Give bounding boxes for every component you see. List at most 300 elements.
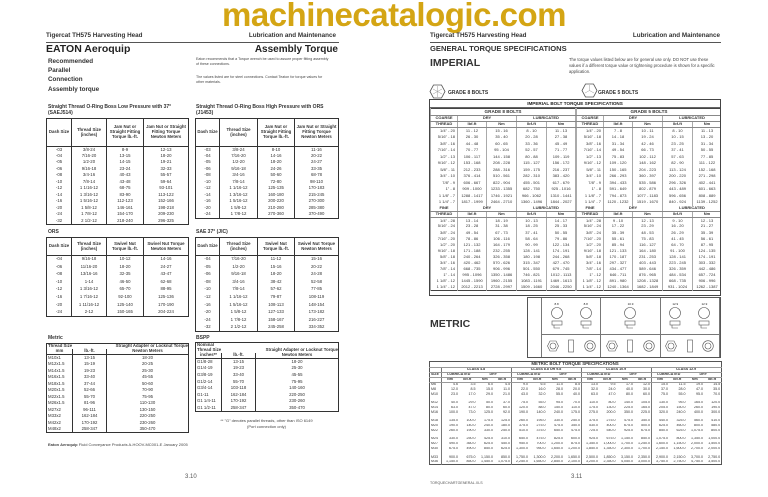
- table-cell: 7/16" - 20: [431, 236, 458, 242]
- table-cell: 1083 - 1191: [517, 278, 547, 284]
- dry-header: DRY: [687, 373, 722, 378]
- table-cell: 625.0: [501, 446, 510, 451]
- table-cell: 112-123: [107, 199, 144, 206]
- table-cell: 240.0: [676, 410, 686, 414]
- table-row: [196, 324, 339, 332]
- table-cell: 2,250.0: [512, 460, 530, 465]
- table-cell: 75-95: [107, 394, 189, 401]
- table-cell: 75.0: [512, 401, 530, 406]
- grade5-table: [576, 108, 721, 291]
- table-cell: 601 - 663: [693, 186, 722, 193]
- sae37-label: SAE 37° (JIC): [196, 229, 228, 235]
- table-cell: 106 - 116: [487, 236, 517, 242]
- nut-icon: [702, 340, 714, 352]
- table-cell: 171 - 188: [458, 248, 487, 254]
- nut-side-icon: [568, 339, 574, 353]
- table-cell: 1208 - 1328: [633, 278, 663, 284]
- table-row: [47, 426, 189, 433]
- intro-text-1: Eaton recommends that a Torque wrench be used to assure proper fitting assembly of these connections.: [196, 57, 329, 66]
- table-cell: 5/16" - 18: [431, 134, 458, 141]
- table-cell: 19-23: [73, 368, 107, 375]
- table-cell: 1360 - 1496: [517, 199, 547, 206]
- table-cell: 2046 - 2250: [547, 285, 576, 291]
- table-cell: M20: [431, 423, 438, 428]
- table-cell: 2,300.0: [621, 446, 633, 451]
- table-row: [47, 309, 189, 317]
- unit-header: Nm: [633, 122, 663, 128]
- column-header: Swivel Nut Torque lb.-ft.: [258, 238, 295, 256]
- table-cell: 625.0: [652, 424, 670, 429]
- table-cell: 72-80: [258, 179, 295, 186]
- table-cell: 1 1/16-12: [220, 293, 258, 301]
- table-row: [196, 316, 339, 324]
- table-cell: M27: [431, 441, 438, 446]
- table-cell: 124 - 135: [693, 248, 722, 254]
- table-row: [196, 399, 339, 406]
- dry-header: DRY: [617, 373, 652, 378]
- table-row: [430, 447, 722, 452]
- sae37-table: [195, 237, 339, 332]
- column-header: Thread Size (inches): [72, 119, 107, 147]
- table-row: [196, 256, 339, 264]
- table-row: [47, 286, 189, 294]
- table-cell: 25-30: [256, 366, 339, 373]
- table-cell: 2 1/2-12: [220, 324, 258, 332]
- table-cell: 144 - 158: [487, 154, 517, 161]
- table-cell: 200-220: [258, 199, 295, 206]
- unit-header: Nm: [617, 378, 635, 383]
- table-cell: 3,150.0: [621, 455, 633, 459]
- table-cell: 64 - 70: [663, 242, 693, 248]
- table-cell: 14-16: [258, 153, 295, 160]
- table-cell: 375.0: [536, 428, 546, 433]
- table-cell: 9/16-18: [220, 166, 258, 173]
- table-cell: 800.0: [694, 423, 703, 428]
- table-cell: 110.0: [582, 401, 600, 406]
- table-cell: 275.0: [582, 410, 600, 415]
- table-cell: 746 - 821: [517, 272, 547, 278]
- table-cell: 1 5/8-12: [72, 205, 107, 212]
- table-cell: M6: [431, 382, 436, 387]
- nut-side-icon: [687, 339, 693, 353]
- table-cell: 350-470: [107, 426, 189, 433]
- table-cell: 1,000.0: [708, 437, 721, 441]
- table-cell: 11 - 12: [458, 128, 487, 135]
- table-cell: 109 - 119: [547, 154, 576, 161]
- table-cell: 275.0: [536, 423, 546, 428]
- table-cell: 80.0: [626, 392, 633, 396]
- table-cell: 510.0: [512, 429, 530, 434]
- table-cell: 475.0: [571, 428, 580, 433]
- metric-bolt-table: [429, 361, 722, 465]
- table-cell: 1,075.0: [498, 460, 510, 464]
- table-cell: 1,000.0: [603, 441, 616, 446]
- table-cell: 121 - 133: [604, 248, 633, 254]
- table-cell: 148 - 162: [633, 160, 663, 167]
- table-cell: 1,850.0: [582, 447, 600, 452]
- table-cell: -04: [196, 256, 220, 264]
- table-cell: 175.0: [582, 406, 600, 411]
- subtitle-line: Recommended: [48, 58, 94, 65]
- table-cell: -06: [47, 166, 72, 173]
- unit-header: Nm: [442, 378, 460, 383]
- table-cell: 296-325: [144, 218, 189, 225]
- metric-title: METRIC: [430, 318, 471, 330]
- table-cell: -10: [196, 179, 220, 186]
- table-cell: 210-280: [258, 205, 295, 212]
- table-cell: 1,500.0: [708, 441, 721, 446]
- table-cell: 540.0: [606, 428, 616, 433]
- class-header: CLASS 4.8: [442, 368, 512, 373]
- table-cell: 49 - 54: [604, 147, 633, 154]
- table-cell: 490.0: [466, 446, 476, 451]
- column-header: Newton Meters: [107, 349, 189, 355]
- unit-header: lbf-ft: [634, 378, 652, 383]
- table-cell: 7/8" - 14: [431, 266, 458, 272]
- table-cell: 71 - 77: [547, 147, 576, 154]
- table-cell: 11/16-20: [72, 263, 107, 271]
- table-cell: 1" - 8: [577, 186, 604, 193]
- table-cell: 15 - 16: [487, 128, 517, 135]
- table-cell: 6.5: [540, 382, 546, 387]
- table-cell: 164 - 179: [487, 242, 517, 248]
- table-cell: 67 - 73: [487, 230, 517, 236]
- table-cell: 55.0: [678, 392, 686, 396]
- high-pressure-table: [195, 118, 339, 219]
- bolt-head-icon: [550, 302, 564, 330]
- table-cell: 63.0: [442, 406, 460, 411]
- table-cell: 130-150: [107, 407, 189, 414]
- table-cell: 100.0: [442, 410, 460, 415]
- table-cell: 425.0: [484, 437, 493, 441]
- table-cell: 25 - 33: [547, 224, 576, 230]
- table-cell: M10: [431, 392, 438, 396]
- table-cell: 8-10: [258, 147, 295, 154]
- table-cell: 18 - 25: [517, 224, 547, 230]
- table-cell: 23.0: [442, 392, 460, 397]
- table-cell: 125.0: [501, 418, 510, 423]
- nut-icon: [547, 340, 559, 352]
- table-cell: 70-90: [107, 387, 189, 394]
- table-cell: 198-218: [144, 205, 189, 212]
- table-cell: 230-260: [107, 420, 189, 427]
- table-cell: 15-16: [258, 263, 295, 271]
- table-cell: 11 - 13: [693, 128, 722, 135]
- table-cell: 260.0: [512, 419, 530, 424]
- table-cell: 3/4" - 16: [431, 260, 458, 266]
- table-cell: 28.0: [678, 387, 686, 391]
- table-cell: 906 - 996: [693, 278, 722, 284]
- table-cell: 1746 - 1921: [487, 193, 517, 200]
- table-cell: 190.0: [442, 424, 460, 429]
- header-label: Straight Adapter or Locknut Torque: [265, 346, 339, 352]
- table-cell: 209-230: [144, 212, 189, 219]
- table-cell: -12: [47, 186, 72, 193]
- low-pressure-label: Straight Thread O-Ring Boss Low Pressure with 37° (SAEJ514): [48, 104, 172, 116]
- table-cell: 215-245: [295, 192, 339, 199]
- subtitle-line: Parallel: [48, 67, 71, 75]
- column-header: Thread Size (inches): [220, 238, 258, 256]
- unit-header: Nm: [693, 122, 722, 128]
- table-cell: 43.0: [512, 392, 530, 397]
- table-cell: 78 - 86: [458, 236, 487, 242]
- table-cell: 122 - 134: [547, 242, 576, 248]
- table-cell: M26x1.5: [47, 400, 73, 407]
- table-cell: 16.0: [538, 387, 546, 391]
- table-cell: 11.0: [556, 382, 563, 387]
- table-cell: 31 - 34: [604, 141, 633, 148]
- unit-header: lbf-ft: [517, 122, 547, 128]
- table-cell: 24-27: [295, 160, 339, 167]
- table-cell: 55.0: [556, 392, 563, 396]
- table-cell: 121 - 132: [458, 242, 487, 248]
- table-cell: 1 5/8-12: [220, 205, 258, 212]
- class-header: CLASS 8.8 OR 9.8: [512, 368, 582, 373]
- table-cell: -10: [47, 179, 72, 186]
- table-cell: 11 - 13: [547, 128, 576, 135]
- table-cell: 225.0: [641, 410, 650, 414]
- table-cell: M14x1.5: [47, 368, 73, 375]
- table-row: [196, 263, 339, 271]
- table-cell: 891 - 980: [604, 278, 633, 284]
- grade8-bolt-head-icon: [429, 84, 446, 99]
- bolt-class-mark: 12.9: [672, 302, 679, 306]
- table-cell: 83-90: [107, 192, 144, 199]
- table-cell: 1,300.0: [533, 455, 546, 459]
- unit-header: lbf-ft: [564, 378, 582, 383]
- table-cell: 16 - 20: [663, 224, 693, 230]
- table-cell: 240.0: [484, 423, 493, 428]
- table-cell: 50 - 55: [693, 147, 722, 154]
- footnote-line: ** "G" denotes parallel threads, other than ISO 6149: [220, 418, 313, 423]
- table-cell: 111 - 122: [693, 160, 722, 167]
- table-cell: M27x2: [47, 407, 73, 414]
- column-header: Dash Size: [47, 119, 72, 147]
- table-row: [430, 460, 722, 465]
- table-cell: 3,500.0: [708, 460, 721, 464]
- table-cell: 995 - 1096: [458, 272, 487, 278]
- table-cell: 535 - 586: [633, 180, 663, 187]
- table-cell: 2,100.0: [568, 460, 580, 464]
- table-cell: 296 - 326: [663, 180, 693, 187]
- table-cell: 3/8" - 16: [431, 141, 458, 148]
- table-cell: 212 - 233: [458, 167, 487, 174]
- header-label: Nominal: [197, 342, 214, 347]
- table-cell: 315 - 347: [517, 260, 547, 266]
- column-header: Jam Nut or Straight Fitting Torque Newton Meters: [295, 119, 339, 147]
- table-cell: 490.0: [442, 442, 460, 447]
- table-cell: 2,700.0: [691, 446, 703, 451]
- table-cell: 125.0: [484, 410, 493, 414]
- table-cell: 128 - 141: [663, 254, 693, 260]
- unit-header: Nm: [633, 212, 663, 218]
- table-cell: 258-347: [222, 405, 256, 412]
- table-cell: 580.0: [711, 423, 721, 428]
- table-cell: 455 - 501: [517, 180, 547, 187]
- table-cell: 38-42: [258, 278, 295, 286]
- metric-table-title: METRIC BOLT TORQUE SPECIFICATIONS: [430, 362, 722, 368]
- table-cell: 1/4" - 28: [431, 218, 458, 224]
- unit-header: lbf-ft: [529, 378, 547, 383]
- table-cell: 931 - 1024: [663, 285, 693, 291]
- table-cell: 19-23: [222, 366, 256, 373]
- table-cell: 1 1/16-12: [72, 186, 107, 193]
- ors-label: ORS: [48, 229, 59, 235]
- table-cell: 1" - 12: [577, 272, 604, 278]
- table-cell: 4.6: [442, 383, 460, 388]
- table-cell: 244 - 268: [547, 254, 576, 260]
- grade5-bolt-head-icon: [581, 83, 598, 98]
- table-cell: 950.0: [512, 442, 530, 447]
- imperial-title: IMPERIAL: [430, 57, 481, 69]
- table-cell: G1-11: [196, 392, 222, 399]
- table-cell: 52-66: [73, 387, 107, 394]
- table-cell: 128 - 141: [517, 248, 547, 254]
- table-cell: 75 - 83: [633, 236, 663, 242]
- table-cell: 1,150.0: [621, 437, 633, 441]
- table-cell: 96-111: [73, 407, 107, 414]
- bolt-head-icon: [668, 302, 682, 330]
- table-cell: 383 - 420: [547, 173, 576, 180]
- nut-side-icon: [627, 339, 633, 353]
- table-cell: 625.0: [676, 428, 686, 433]
- table-cell: 17.0: [626, 382, 633, 387]
- table-cell: 208 - 228: [487, 160, 517, 167]
- table-cell: 2464 - 2710: [487, 199, 517, 206]
- table-cell: 87 - 95: [693, 242, 722, 248]
- lubricated-header: LUBRICATED: [517, 206, 576, 212]
- lubricated-header: LUBRICATED: [582, 373, 617, 378]
- table-cell: 13 - 20: [693, 134, 722, 141]
- table-cell: 52-58: [295, 278, 339, 286]
- table-cell: 13-15: [222, 359, 256, 366]
- table-cell: 1 7/8-12: [72, 212, 107, 219]
- table-cell: 402 - 441: [693, 180, 722, 187]
- table-cell: 80 - 88: [517, 154, 547, 161]
- table-cell: 5/8" - 18: [431, 254, 458, 260]
- table-cell: 159 - 175: [517, 167, 547, 174]
- table-cell: 150.0: [554, 405, 563, 410]
- table-cell: 589 - 646: [633, 266, 663, 272]
- table-cell: 105.0: [641, 400, 650, 405]
- table-cell: 46-50: [107, 278, 144, 286]
- table-cell: 5/16" - 24: [431, 224, 458, 230]
- table-cell: 50 - 55: [547, 230, 576, 236]
- table-row: [196, 366, 339, 373]
- table-cell: 320.0: [652, 410, 670, 415]
- table-cell: 20-22: [295, 153, 339, 160]
- table-cell: 2012 - 2213: [458, 285, 487, 291]
- table-cell: G1 1/4-11: [196, 399, 222, 406]
- table-cell: 18-20: [258, 160, 295, 167]
- bolt-class-cell: [601, 298, 660, 357]
- header-left: Tigercat TH575 Harvesting Head: [46, 32, 143, 39]
- table-cell: 40.0: [626, 387, 633, 391]
- table-cell: 140.0: [536, 410, 546, 414]
- lubricated-header: LUBRICATED: [442, 373, 477, 378]
- table-cell: 850.0: [484, 446, 493, 451]
- table-cell: -12: [47, 286, 72, 294]
- grade-header: GRADE 5 BOLTS: [577, 109, 722, 116]
- table-cell: 57 - 63: [663, 154, 693, 161]
- table-cell: 79-87: [258, 293, 295, 301]
- table-cell: 93-101: [144, 186, 189, 193]
- table-cell: 675.0: [641, 428, 650, 433]
- table-cell: 170-192: [222, 399, 256, 406]
- table-cell: 30.0: [643, 387, 650, 391]
- table-cell: 270-360: [258, 212, 295, 219]
- table-cell: 3/4-16: [72, 173, 107, 180]
- table-cell: 75-95: [256, 379, 339, 386]
- unit-header: Nm: [477, 378, 495, 383]
- table-cell: 180 - 198: [517, 254, 547, 260]
- table-cell: 55 - 61: [604, 236, 633, 242]
- table-cell: 48 - 53: [633, 230, 663, 236]
- table-cell: 42 - 46: [633, 141, 663, 148]
- table-cell: 14 - 17: [547, 218, 576, 224]
- table-cell: 1120 - 1232: [604, 199, 633, 206]
- intro-text: The torque values listed below are for general use only. DO NOT use these values if a different torque value or tightening procedure is shown for a specific application.: [569, 57, 715, 74]
- table-cell: M12x1.5: [47, 361, 73, 368]
- table-cell: 190.0: [711, 405, 721, 410]
- table-cell: 12 - 13: [693, 218, 722, 224]
- table-cell: 7/8" - 9: [577, 180, 604, 187]
- table-cell: 591 - 649: [604, 186, 633, 193]
- thread-header: THREAD: [577, 122, 604, 128]
- table-cell: 77-85: [295, 286, 339, 294]
- table-cell: 32-35: [107, 271, 144, 279]
- table-cell: 350-470: [256, 405, 339, 412]
- table-cell: 103-118: [222, 385, 256, 392]
- table-cell: 15.0: [486, 387, 493, 391]
- table-cell: 1,350.0: [582, 442, 600, 447]
- table-cell: 285-380: [295, 205, 339, 212]
- table-cell: 49 - 54: [458, 230, 487, 236]
- table-cell: 1,650.0: [533, 460, 546, 464]
- page-title: GENERAL TORQUE SPECIFICATIONS: [430, 44, 567, 53]
- table-cell: 79 - 86: [547, 236, 576, 242]
- table-cell: 125-140: [107, 301, 144, 309]
- table-cell: 1,150.0: [481, 455, 493, 459]
- table-cell: 1817 - 1999: [458, 199, 487, 206]
- table-cell: 850.0: [501, 455, 510, 459]
- table-cell: 109 - 120: [604, 160, 633, 167]
- table-row: [47, 278, 189, 286]
- table-cell: 32.0: [538, 392, 546, 396]
- table-cell: 174 - 191: [547, 248, 576, 254]
- table-cell: 20 - 28: [517, 134, 547, 141]
- table-cell: 350.0: [571, 423, 580, 428]
- metric-label: Metric: [48, 335, 63, 341]
- table-cell: 162-184: [73, 413, 107, 420]
- table-cell: 1,700.0: [621, 441, 633, 446]
- table-cell: 1/4" - 20: [577, 128, 604, 135]
- bolt-class-mark: 8.8: [583, 302, 588, 306]
- table-cell: 2,150.0: [652, 447, 670, 452]
- table-cell: 146-161: [107, 205, 144, 212]
- table-cell: 106 - 117: [458, 154, 487, 161]
- table-cell: 95.0: [678, 400, 686, 405]
- page-title: EATON Aeroquip: [46, 43, 131, 55]
- table-cell: 800.0: [711, 428, 721, 433]
- column-header: Swivel Nut Torque Newton Meters: [144, 238, 189, 256]
- table-cell: 27 - 38: [547, 134, 576, 141]
- table-cell: 33-40: [222, 372, 256, 379]
- bolt-grade-diagrams: [527, 297, 721, 358]
- table-row: [196, 359, 339, 366]
- table-cell: -24: [196, 212, 220, 219]
- table-cell: 5/8" - 18: [577, 254, 604, 260]
